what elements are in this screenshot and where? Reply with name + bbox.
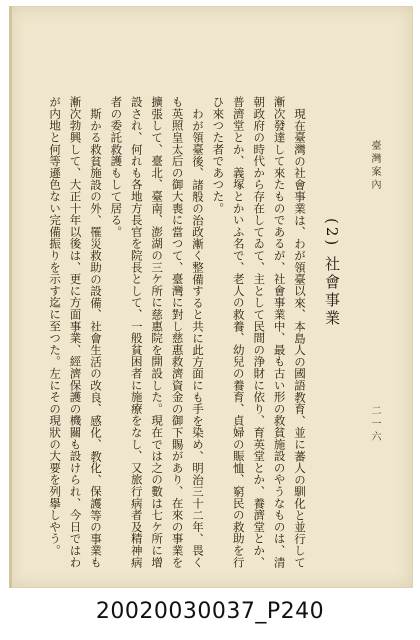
image-identifier: 20020030037_P240 — [95, 599, 325, 624]
paragraph-3: 斯かる救貧施設の外、罹災救助の設備、社會生活の改良、感化、教化、保護等の事業も漸次勃興して、大正十年以後は、更に方面事業、經濟保護の機關も設けられ、今日ではわが内地と何等遜色ない完備振りを示す迄に至つた。左にその現狀の大要を列擧しやう。 — [48, 96, 103, 568]
page-gutter — [9, 6, 12, 588]
paragraph-1: 現在臺灣の社會事業は、わが領臺以來、本島人の國語教育、並に蕃人の馴化と並行して漸次發達して來たものであるが、社會事業中、最も古い形の救貧施設のやうなものは、清朝政府の時代から存在してゐて、主として民間の浄財に依り、育英堂とか、養濟堂とか、普濟堂とか、義塚とかいふ名で、老人の救養、幼兒の養育、貞婦の賑恤、窮民の救助を行ひ來つた者であつた。 — [211, 96, 307, 568]
paragraph-2: わが領臺後、諸般の治政漸く整備すると共に此方面にも手を染め、明治三十二年、畏くも英照皇太后の御大喪に當つて、臺灣に對し慈惠救濟資金の御下賜があり、在來の事業を擴張して、臺北、臺南、澎湖の三ケ所に慈惠院を開設した。現在では之の數は七ケ所に增設され、何れも各地方長官を院長として、一般貧困者に施療をなし、又旅行病者及精神病者の委託救護もして居る。 — [109, 96, 205, 568]
page-number: 二一六 — [369, 405, 380, 444]
running-header-title: 臺灣案內 — [369, 140, 380, 192]
body-text — [48, 96, 310, 570]
section-heading: (2) 社會事業 — [323, 218, 341, 329]
